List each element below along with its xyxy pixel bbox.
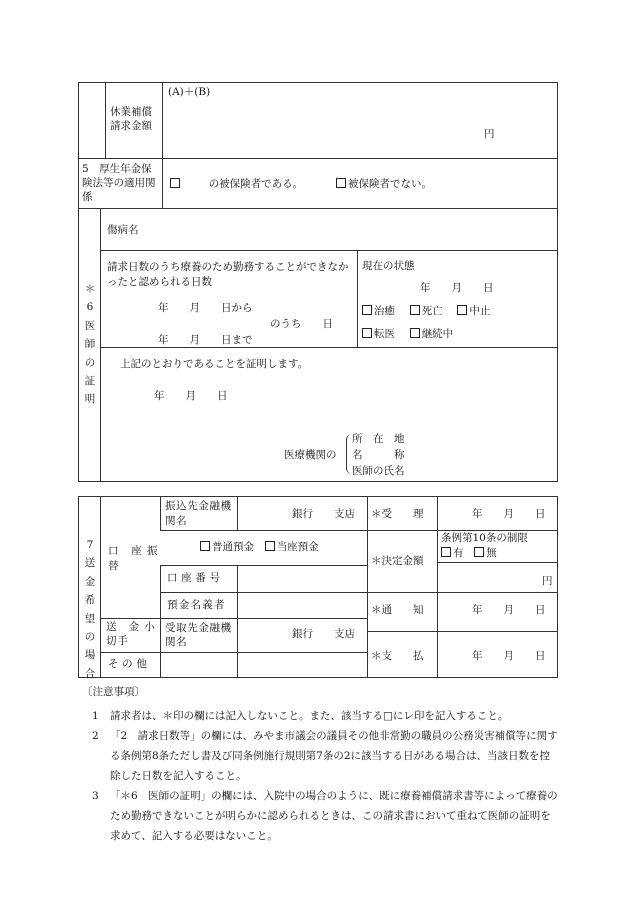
date-to: 年 月 日まで <box>158 334 253 346</box>
disease-name-label: 傷病名 <box>107 224 139 236</box>
divider <box>100 496 101 678</box>
doctor-certification-side-label: ＊6 医師の証明 <box>84 283 96 406</box>
limit-yes-checkbox[interactable] <box>441 547 451 557</box>
divider <box>78 208 558 209</box>
status-discontinued-label: 中止 <box>469 305 491 317</box>
divider <box>357 250 358 347</box>
notes-title: 〔注意事項〕 <box>82 686 145 698</box>
transfer-bank-label: 振込先金融機関名 <box>165 500 232 527</box>
days-of-which: のうち 日 <box>270 318 333 330</box>
certify-date: 年 月 日 <box>154 390 228 402</box>
divider <box>367 631 558 632</box>
divider <box>78 158 558 159</box>
limit-label: 条例第10条の制限 <box>441 532 528 544</box>
reception-date: 年 月 日 <box>472 508 546 520</box>
divider <box>160 496 161 530</box>
status-discontinued-checkbox[interactable] <box>457 305 467 315</box>
not-insured-text: 被保険者でない。 <box>348 178 432 190</box>
institution-name-label: 名 称 <box>352 449 405 461</box>
divider <box>367 496 368 678</box>
notice-date: 年 月 日 <box>472 604 546 616</box>
status-transfer-checkbox[interactable] <box>362 328 372 338</box>
certify-text: 上記のとおりであることを証明します。 <box>120 358 309 370</box>
divider <box>100 250 558 251</box>
remittance-side-label: 7 送金希望の場合 <box>84 539 96 680</box>
divider <box>367 530 558 531</box>
formula-text: (A)＋(B) <box>168 86 211 98</box>
payment-label: ＊支 払 <box>371 650 424 662</box>
divider <box>160 530 367 531</box>
divider <box>237 496 238 530</box>
deposit-type-options <box>200 541 319 554</box>
divider <box>160 565 161 678</box>
divider <box>162 158 163 208</box>
status-transfer-label: 転医 <box>374 328 395 340</box>
ordinary-deposit-checkbox[interactable] <box>200 541 210 551</box>
decision-yen-unit: 円 <box>542 575 553 587</box>
divider <box>237 565 238 678</box>
transfer-bank-branch-text: 銀行 支店 <box>292 508 355 520</box>
current-deposit-label: 当座預金 <box>276 541 319 553</box>
divider <box>160 565 367 566</box>
institution-address-label: 所 在 地 <box>352 433 405 445</box>
insured-text: の被保険者である。 <box>208 178 304 190</box>
status-continuing-checkbox[interactable] <box>410 328 420 338</box>
divider <box>160 592 367 593</box>
divider <box>100 618 367 619</box>
not-insured-option <box>336 178 432 191</box>
account-transfer-label: 口 座 振 替 <box>108 545 171 573</box>
divider <box>367 592 558 593</box>
medical-institution-label: 医療機関の <box>284 449 337 461</box>
compensation-amount-label: 休業補償請求金額 <box>110 106 152 132</box>
status-options-row2 <box>362 328 453 341</box>
insured-checkbox[interactable] <box>170 178 180 188</box>
limit-no-checkbox[interactable] <box>474 547 484 557</box>
notice-label: ＊通 知 <box>371 604 424 616</box>
account-number-label: 口座番号 <box>167 572 224 584</box>
status-options-row1 <box>362 305 490 318</box>
other-label: その他 <box>108 658 151 670</box>
note-item: 「＊6 医師の証明」の欄には、入院中の場合のように、既に療養補償請求書等によって療養のため勤務できないことが明らかに認められるときは、この請求書において重ねて医師の証明を求めて、記入する必要はないこと。 <box>110 790 558 842</box>
note-number: 1 <box>92 710 99 722</box>
current-status-label: 現在の状態 <box>362 260 415 272</box>
ordinary-deposit-label: 普通預金 <box>212 541 254 553</box>
date-from: 年 月 日から <box>158 302 253 314</box>
note-number: 3 <box>92 790 99 802</box>
note-item: 請求者は、＊印の欄には記入しないこと。また、該当する□にレ印を記入すること。 <box>110 710 509 722</box>
unable-days-label: 請求日数のうち療養のため勤務することができなかったと認められる日数 <box>107 261 349 289</box>
money-order-label: 送 金 小切手 <box>106 621 156 648</box>
divider <box>100 652 367 653</box>
divider <box>437 496 438 678</box>
receiving-bank-branch-text: 銀行 支店 <box>292 628 355 640</box>
note-number: 2 <box>92 730 99 742</box>
yen-unit: 円 <box>484 128 495 140</box>
divider <box>437 562 558 563</box>
status-cured-checkbox[interactable] <box>362 305 372 315</box>
account-holder-label: 預金名義者 <box>167 599 226 611</box>
status-continuing-label: 継続中 <box>421 328 454 340</box>
receiving-bank-label: 受取先金融機関名 <box>165 622 232 649</box>
note-item: 「2 請求日数等」の欄には、みやま市議会の議員その他非常勤の職員の公務災害補償等に関する条例第8条ただし書及び同条例施行規則第7条の2に該当する日がある場合は、当該日数を控除した日数を記入すること。 <box>110 730 558 782</box>
decision-amount-label: ＊決定金額 <box>371 555 424 567</box>
status-cured-label: 治癒 <box>374 305 395 317</box>
status-date: 年 月 日 <box>420 282 494 294</box>
current-deposit-checkbox[interactable] <box>265 541 275 551</box>
insured-option <box>170 178 303 191</box>
doctor-name-label: 医師の氏名 <box>352 465 405 477</box>
status-died-label: 死亡 <box>421 305 443 317</box>
limit-yes-label: 有 <box>453 547 464 559</box>
payment-date: 年 月 日 <box>472 650 546 662</box>
pension-act-label: 5 厚生年金保険法等の適用関係 <box>82 163 156 204</box>
not-insured-checkbox[interactable] <box>336 178 346 188</box>
status-died-checkbox[interactable] <box>410 305 420 315</box>
reception-label: ＊受 理 <box>371 508 424 520</box>
divider <box>100 347 558 348</box>
divider <box>105 82 106 158</box>
limit-no-label: 無 <box>486 547 497 559</box>
limit-options <box>441 547 497 560</box>
divider <box>162 82 163 158</box>
